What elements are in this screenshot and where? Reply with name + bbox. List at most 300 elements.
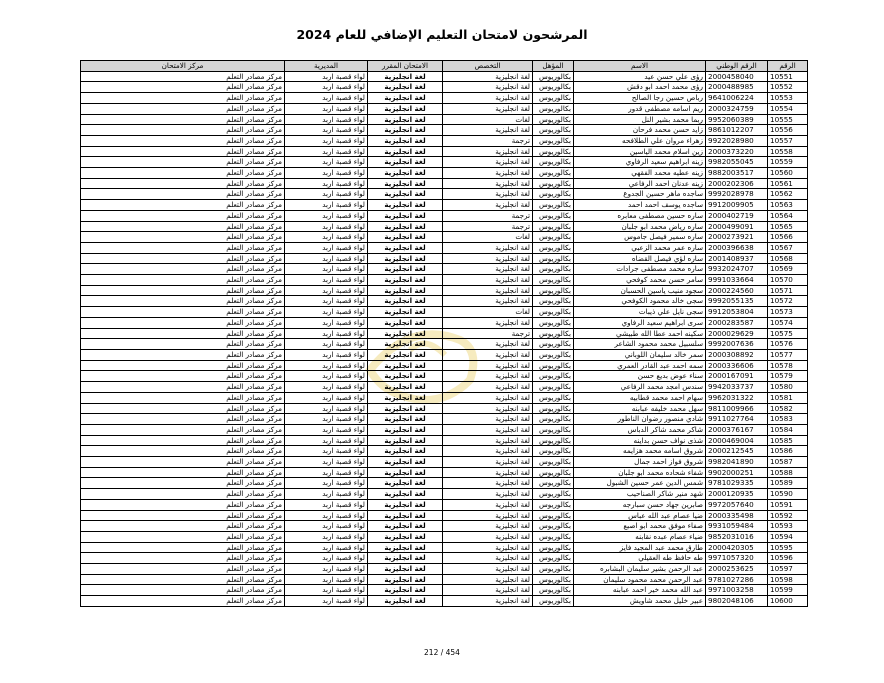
- cell-directorate: لواء قصبة اربد: [285, 424, 368, 435]
- cell-center: مركز مصادر التعلم: [81, 93, 285, 104]
- cell-national-id: 2000253625: [706, 564, 768, 575]
- table-row: [81, 210, 808, 221]
- cell-qualification: بكالوريوس: [533, 328, 574, 339]
- cell-name: سجود منيب ياسين الحسبان: [574, 285, 706, 296]
- cell-exam: لغة انجليزية: [368, 189, 443, 200]
- cell-qualification: بكالوريوس: [533, 242, 574, 253]
- table-row: [81, 414, 808, 425]
- table-row: [81, 146, 808, 157]
- cell-center: مركز مصادر التعلم: [81, 467, 285, 478]
- cell-national-id: 2000458040: [706, 71, 768, 82]
- cell-national-id: 9992055135: [706, 296, 768, 307]
- cell-national-id: 9911027764: [706, 414, 768, 425]
- cell-qualification: بكالوريوس: [533, 457, 574, 468]
- cell-national-id: 9902000251: [706, 467, 768, 478]
- cell-directorate: لواء قصبة اربد: [285, 285, 368, 296]
- cell-name: سجى نايل علي ذيبات: [574, 307, 706, 318]
- cell-qualification: بكالوريوس: [533, 168, 574, 179]
- cell-center: مركز مصادر التعلم: [81, 189, 285, 200]
- table-row: [81, 467, 808, 478]
- cell-center: مركز مصادر التعلم: [81, 264, 285, 275]
- cell-national-id: 2000308892: [706, 349, 768, 360]
- cell-directorate: لواء قصبة اربد: [285, 232, 368, 243]
- cell-national-id: 9922028980: [706, 135, 768, 146]
- page-number: 212 / 454: [424, 648, 460, 657]
- cell-seq: 10556: [768, 125, 808, 136]
- cell-center: مركز مصادر التعلم: [81, 71, 285, 82]
- table-row: [81, 371, 808, 382]
- cell-name: ساجده يوسف احمد احمد: [574, 200, 706, 211]
- cell-directorate: لواء قصبة اربد: [285, 264, 368, 275]
- table-row: [81, 478, 808, 489]
- cell-national-id: 2000396638: [706, 242, 768, 253]
- cell-name: عبير خليل محمد شاويش: [574, 596, 706, 607]
- cell-specialization: لغة انجليزية: [443, 435, 533, 446]
- table-row: [81, 424, 808, 435]
- cell-specialization: لغة انجليزية: [443, 296, 533, 307]
- cell-national-id: 9882003517: [706, 168, 768, 179]
- cell-specialization: ترجمة: [443, 210, 533, 221]
- cell-seq: 10575: [768, 328, 808, 339]
- cell-center: مركز مصادر التعلم: [81, 349, 285, 360]
- cell-name: ضياء عصام عبده نقابنه: [574, 531, 706, 542]
- cell-center: مركز مصادر التعلم: [81, 82, 285, 93]
- table-row: [81, 499, 808, 510]
- cell-seq: 10574: [768, 317, 808, 328]
- cell-specialization: لغة انجليزية: [443, 510, 533, 521]
- cell-exam: لغة انجليزية: [368, 146, 443, 157]
- table-row: [81, 168, 808, 179]
- cell-name: ربما محمد بشير النل: [574, 114, 706, 125]
- cell-exam: لغة انجليزية: [368, 435, 443, 446]
- cell-name: سجى خالد محمود الكوفحي: [574, 296, 706, 307]
- table-row: [81, 596, 808, 607]
- cell-name: سمه احمد عبد القادر العمري: [574, 360, 706, 371]
- table-row: [81, 264, 808, 275]
- cell-seq: 10552: [768, 82, 808, 93]
- cell-qualification: بكالوريوس: [533, 489, 574, 500]
- cell-seq: 10581: [768, 392, 808, 403]
- cell-seq: 10585: [768, 435, 808, 446]
- table-row: [81, 285, 808, 296]
- cell-seq: 10568: [768, 253, 808, 264]
- cell-center: مركز مصادر التعلم: [81, 478, 285, 489]
- cell-directorate: لواء قصبة اربد: [285, 574, 368, 585]
- cell-specialization: لغة انجليزية: [443, 499, 533, 510]
- cell-seq: 10559: [768, 157, 808, 168]
- cell-exam: لغة انجليزية: [368, 178, 443, 189]
- cell-specialization: لغة انجليزية: [443, 178, 533, 189]
- cell-seq: 10572: [768, 296, 808, 307]
- cell-specialization: لغة انجليزية: [443, 585, 533, 596]
- cell-seq: 10593: [768, 521, 808, 532]
- cell-directorate: لواء قصبة اربد: [285, 478, 368, 489]
- table-row: [81, 382, 808, 393]
- cell-specialization: لغة انجليزية: [443, 478, 533, 489]
- cell-seq: 10596: [768, 553, 808, 564]
- cell-directorate: لواء قصبة اربد: [285, 392, 368, 403]
- cell-name: سلسبيل محمد محمود الشاعر: [574, 339, 706, 350]
- cell-center: مركز مصادر التعلم: [81, 360, 285, 371]
- cell-national-id: 2000167091: [706, 371, 768, 382]
- cell-directorate: لواء قصبة اربد: [285, 168, 368, 179]
- cell-qualification: بكالوريوس: [533, 446, 574, 457]
- cell-center: مركز مصادر التعلم: [81, 317, 285, 328]
- cell-name: سمر خالد سليمان اللوباني: [574, 349, 706, 360]
- cell-directorate: لواء قصبة اربد: [285, 521, 368, 532]
- cell-directorate: لواء قصبة اربد: [285, 564, 368, 575]
- cell-national-id: 9861012207: [706, 125, 768, 136]
- cell-name: شروق اسامه محمد هزايمه: [574, 446, 706, 457]
- cell-specialization: لغة انجليزية: [443, 489, 533, 500]
- cell-national-id: 9992007636: [706, 339, 768, 350]
- cell-exam: لغة انجليزية: [368, 82, 443, 93]
- cell-qualification: بكالوريوس: [533, 382, 574, 393]
- cell-national-id: 9971003258: [706, 585, 768, 596]
- header-national-id: الرقم الوطني: [706, 61, 768, 72]
- cell-name: سندس امجد محمد الرفاعي: [574, 382, 706, 393]
- cell-national-id: 9931059484: [706, 521, 768, 532]
- cell-qualification: بكالوريوس: [533, 424, 574, 435]
- cell-national-id: 9802048106: [706, 596, 768, 607]
- table-row: [81, 157, 808, 168]
- cell-center: مركز مصادر التعلم: [81, 585, 285, 596]
- cell-directorate: لواء قصبة اربد: [285, 349, 368, 360]
- cell-directorate: لواء قصبة اربد: [285, 489, 368, 500]
- cell-specialization: لغة انجليزية: [443, 125, 533, 136]
- cell-name: شروق فواز احمد جمال: [574, 457, 706, 468]
- cell-exam: لغة انجليزية: [368, 585, 443, 596]
- cell-exam: لغة انجليزية: [368, 157, 443, 168]
- table-row: [81, 242, 808, 253]
- cell-qualification: بكالوريوس: [533, 232, 574, 243]
- header-center: مركز الامتحان: [81, 61, 285, 72]
- cell-seq: 10584: [768, 424, 808, 435]
- table-row: [81, 328, 808, 339]
- cell-qualification: بكالوريوس: [533, 189, 574, 200]
- cell-specialization: لغة انجليزية: [443, 371, 533, 382]
- cell-directorate: لواء قصبة اربد: [285, 553, 368, 564]
- cell-name: طارق محمد عبد المجيد فايز: [574, 542, 706, 553]
- table-row: [81, 531, 808, 542]
- cell-directorate: لواء قصبة اربد: [285, 467, 368, 478]
- cell-exam: لغة انجليزية: [368, 339, 443, 350]
- cell-center: مركز مصادر التعلم: [81, 178, 285, 189]
- cell-specialization: لغة انجليزية: [443, 264, 533, 275]
- cell-specialization: لغة انجليزية: [443, 82, 533, 93]
- cell-directorate: لواء قصبة اربد: [285, 403, 368, 414]
- cell-exam: لغة انجليزية: [368, 371, 443, 382]
- cell-name: سهل محمد خليفه عبابنه: [574, 403, 706, 414]
- cell-qualification: بكالوريوس: [533, 200, 574, 211]
- cell-center: مركز مصادر التعلم: [81, 285, 285, 296]
- cell-specialization: لغة انجليزية: [443, 71, 533, 82]
- cell-directorate: لواء قصبة اربد: [285, 510, 368, 521]
- cell-seq: 10586: [768, 446, 808, 457]
- cell-exam: لغة انجليزية: [368, 200, 443, 211]
- cell-exam: لغة انجليزية: [368, 349, 443, 360]
- cell-national-id: 2000402719: [706, 210, 768, 221]
- cell-qualification: بكالوريوس: [533, 467, 574, 478]
- cell-national-id: 9912053804: [706, 307, 768, 318]
- table-row: [81, 574, 808, 585]
- cell-national-id: 9942033737: [706, 382, 768, 393]
- header-directorate: المديرية: [285, 61, 368, 72]
- cell-exam: لغة انجليزية: [368, 553, 443, 564]
- cell-national-id: 2000335498: [706, 510, 768, 521]
- cell-specialization: لغة انجليزية: [443, 467, 533, 478]
- cell-specialization: لغة انجليزية: [443, 424, 533, 435]
- cell-qualification: بكالوريوس: [533, 521, 574, 532]
- cell-name: زينه عدنان احمد الرفاعي: [574, 178, 706, 189]
- cell-center: مركز مصادر التعلم: [81, 125, 285, 136]
- cell-qualification: بكالوريوس: [533, 392, 574, 403]
- cell-name: صابرين جهاد حسن سبارجه: [574, 499, 706, 510]
- cell-directorate: لواء قصبة اربد: [285, 135, 368, 146]
- cell-center: مركز مصادر التعلم: [81, 232, 285, 243]
- cell-qualification: بكالوريوس: [533, 71, 574, 82]
- cell-center: مركز مصادر التعلم: [81, 146, 285, 157]
- cell-directorate: لواء قصبة اربد: [285, 542, 368, 553]
- cell-exam: لغة انجليزية: [368, 489, 443, 500]
- cell-directorate: لواء قصبة اربد: [285, 446, 368, 457]
- cell-seq: 10553: [768, 93, 808, 104]
- cell-name: زايد حسن محمد فرحان: [574, 125, 706, 136]
- cell-name: رؤى محمد احمد ابو دقش: [574, 82, 706, 93]
- table-row: [81, 392, 808, 403]
- cell-qualification: بكالوريوس: [533, 157, 574, 168]
- cell-exam: لغة انجليزية: [368, 382, 443, 393]
- cell-center: مركز مصادر التعلم: [81, 510, 285, 521]
- cell-national-id: 2000212545: [706, 446, 768, 457]
- cell-exam: لغة انجليزية: [368, 564, 443, 575]
- cell-center: مركز مصادر التعلم: [81, 521, 285, 532]
- cell-seq: 10600: [768, 596, 808, 607]
- cell-national-id: 2000202306: [706, 178, 768, 189]
- cell-national-id: 2000120935: [706, 489, 768, 500]
- cell-directorate: لواء قصبة اربد: [285, 114, 368, 125]
- cell-qualification: بكالوريوس: [533, 275, 574, 286]
- table-row: [81, 521, 808, 532]
- page-title: المرشحون لامتحان التعليم الإضافي للعام 2024: [296, 27, 588, 42]
- cell-center: مركز مصادر التعلم: [81, 275, 285, 286]
- cell-name: طه حافظ طه العقيلي: [574, 553, 706, 564]
- cell-specialization: لغة انجليزية: [443, 200, 533, 211]
- cell-specialization: لغة انجليزية: [443, 521, 533, 532]
- cell-exam: لغة انجليزية: [368, 360, 443, 371]
- cell-specialization: لغة انجليزية: [443, 349, 533, 360]
- cell-qualification: بكالوريوس: [533, 531, 574, 542]
- cell-seq: 10577: [768, 349, 808, 360]
- table-row: [81, 189, 808, 200]
- cell-name: شادي منصور رضوان الناطور: [574, 414, 706, 425]
- cell-specialization: لغة انجليزية: [443, 596, 533, 607]
- cell-name: ساره محمد مصطفى جرادات: [574, 264, 706, 275]
- cell-name: شاكر محمد شاكر الدباس: [574, 424, 706, 435]
- cell-center: مركز مصادر التعلم: [81, 596, 285, 607]
- cell-national-id: 2000376167: [706, 424, 768, 435]
- cell-national-id: 9781029335: [706, 478, 768, 489]
- cell-seq: 10551: [768, 71, 808, 82]
- cell-national-id: 2000499091: [706, 221, 768, 232]
- cell-name: ساره حسين مصطفى معابره: [574, 210, 706, 221]
- cell-exam: لغة انجليزية: [368, 135, 443, 146]
- cell-specialization: لغة انجليزية: [443, 382, 533, 393]
- table-row: [81, 457, 808, 468]
- cell-qualification: بكالوريوس: [533, 93, 574, 104]
- cell-directorate: لواء قصبة اربد: [285, 253, 368, 264]
- cell-center: مركز مصادر التعلم: [81, 553, 285, 564]
- header-exam: الامتحان المقرر: [368, 61, 443, 72]
- table-row: [81, 82, 808, 93]
- cell-directorate: لواء قصبة اربد: [285, 71, 368, 82]
- cell-center: مركز مصادر التعلم: [81, 221, 285, 232]
- cell-directorate: لواء قصبة اربد: [285, 457, 368, 468]
- cell-specialization: لغة انجليزية: [443, 285, 533, 296]
- cell-qualification: بكالوريوس: [533, 339, 574, 350]
- cell-name: ساره عمر محمد الزعبي: [574, 242, 706, 253]
- cell-name: عبد الرحمن بشير سليمان البشابره: [574, 564, 706, 575]
- cell-exam: لغة انجليزية: [368, 467, 443, 478]
- cell-directorate: لواء قصبة اربد: [285, 82, 368, 93]
- table-row: [81, 510, 808, 521]
- cell-qualification: بكالوريوس: [533, 221, 574, 232]
- cell-name: سناء عوض بديع حسن: [574, 371, 706, 382]
- cell-seq: 10569: [768, 264, 808, 275]
- table-row: [81, 339, 808, 350]
- header-specialization: التخصص: [443, 61, 533, 72]
- table-row: [81, 125, 808, 136]
- cell-center: مركز مصادر التعلم: [81, 414, 285, 425]
- cell-name: رؤى علي حسن عيد: [574, 71, 706, 82]
- cell-national-id: 9912009905: [706, 200, 768, 211]
- cell-name: شهد منير شاكر الصناحيب: [574, 489, 706, 500]
- cell-qualification: بكالوريوس: [533, 114, 574, 125]
- cell-directorate: لواء قصبة اربد: [285, 157, 368, 168]
- cell-seq: 10554: [768, 103, 808, 114]
- cell-national-id: 9982055045: [706, 157, 768, 168]
- cell-seq: 10595: [768, 542, 808, 553]
- cell-directorate: لواء قصبة اربد: [285, 296, 368, 307]
- cell-qualification: بكالوريوس: [533, 371, 574, 382]
- table-row: [81, 93, 808, 104]
- cell-qualification: بكالوريوس: [533, 135, 574, 146]
- cell-qualification: بكالوريوس: [533, 317, 574, 328]
- cell-center: مركز مصادر التعلم: [81, 296, 285, 307]
- table-row: [81, 253, 808, 264]
- cell-exam: لغة انجليزية: [368, 253, 443, 264]
- table-row: [81, 71, 808, 82]
- cell-name: سهام احمد محمد قطابيه: [574, 392, 706, 403]
- cell-seq: 10580: [768, 382, 808, 393]
- cell-seq: 10566: [768, 232, 808, 243]
- cell-center: مركز مصادر التعلم: [81, 489, 285, 500]
- cell-name: ضيا عصام عبد الله عباس: [574, 510, 706, 521]
- cell-national-id: 2000336606: [706, 360, 768, 371]
- cell-exam: لغة انجليزية: [368, 478, 443, 489]
- cell-directorate: لواء قصبة اربد: [285, 93, 368, 104]
- cell-exam: لغة انجليزية: [368, 296, 443, 307]
- cell-national-id: 2000469004: [706, 435, 768, 446]
- cell-specialization: لغة انجليزية: [443, 275, 533, 286]
- table-row: [81, 564, 808, 575]
- cell-seq: 10570: [768, 275, 808, 286]
- cell-specialization: لغة انجليزية: [443, 414, 533, 425]
- cell-name: سكينه احمد عطا الله طبيشي: [574, 328, 706, 339]
- cell-qualification: بكالوريوس: [533, 82, 574, 93]
- cell-specialization: لغة انجليزية: [443, 157, 533, 168]
- cell-directorate: لواء قصبة اربد: [285, 531, 368, 542]
- cell-seq: 10573: [768, 307, 808, 318]
- table-row: [81, 135, 808, 146]
- cell-directorate: لواء قصبة اربد: [285, 200, 368, 211]
- cell-directorate: لواء قصبة اربد: [285, 339, 368, 350]
- cell-seq: 10594: [768, 531, 808, 542]
- cell-qualification: بكالوريوس: [533, 349, 574, 360]
- cell-national-id: 9852031016: [706, 531, 768, 542]
- cell-center: مركز مصادر التعلم: [81, 371, 285, 382]
- cell-directorate: لواء قصبة اربد: [285, 178, 368, 189]
- cell-exam: لغة انجليزية: [368, 317, 443, 328]
- table-row: [81, 221, 808, 232]
- cell-specialization: لغة انجليزية: [443, 574, 533, 585]
- cell-exam: لغة انجليزية: [368, 457, 443, 468]
- cell-exam: لغة انجليزية: [368, 596, 443, 607]
- cell-center: مركز مصادر التعلم: [81, 435, 285, 446]
- cell-name: صفاء موفق محمد ابو اصبع: [574, 521, 706, 532]
- cell-national-id: 9991033664: [706, 275, 768, 286]
- cell-center: مركز مصادر التعلم: [81, 168, 285, 179]
- table-row: [81, 489, 808, 500]
- cell-specialization: لغة انجليزية: [443, 253, 533, 264]
- table-row: [81, 200, 808, 211]
- cell-name: سرى ابراهيم سعيد الرفاوي: [574, 317, 706, 328]
- cell-specialization: لغة انجليزية: [443, 446, 533, 457]
- cell-center: مركز مصادر التعلم: [81, 446, 285, 457]
- table-row: [81, 403, 808, 414]
- cell-name: ريم اسامه مصطفى قدور: [574, 103, 706, 114]
- cell-directorate: لواء قصبة اربد: [285, 125, 368, 136]
- cell-center: مركز مصادر التعلم: [81, 114, 285, 125]
- table-row: [81, 360, 808, 371]
- cell-national-id: 9952060389: [706, 114, 768, 125]
- cell-directorate: لواء قصبة اربد: [285, 221, 368, 232]
- table-row: [81, 275, 808, 286]
- cell-center: مركز مصادر التعلم: [81, 424, 285, 435]
- table-row: [81, 178, 808, 189]
- cell-specialization: لغات: [443, 307, 533, 318]
- cell-center: مركز مصادر التعلم: [81, 457, 285, 468]
- cell-center: مركز مصادر التعلم: [81, 564, 285, 575]
- cell-national-id: 2000283587: [706, 317, 768, 328]
- cell-specialization: لغات: [443, 232, 533, 243]
- cell-center: مركز مصادر التعلم: [81, 242, 285, 253]
- table-row: [81, 349, 808, 360]
- cell-national-id: 2000373220: [706, 146, 768, 157]
- cell-center: مركز مصادر التعلم: [81, 382, 285, 393]
- cell-seq: 10562: [768, 189, 808, 200]
- cell-seq: 10587: [768, 457, 808, 468]
- header-seq: الرقم: [768, 61, 808, 72]
- cell-seq: 10597: [768, 564, 808, 575]
- cell-exam: لغة انجليزية: [368, 328, 443, 339]
- cell-qualification: بكالوريوس: [533, 478, 574, 489]
- cell-directorate: لواء قصبة اربد: [285, 189, 368, 200]
- cell-specialization: لغة انجليزية: [443, 403, 533, 414]
- cell-name: رباص حسين رجا الصالح: [574, 93, 706, 104]
- cell-specialization: لغة انجليزية: [443, 392, 533, 403]
- cell-national-id: 9972057640: [706, 499, 768, 510]
